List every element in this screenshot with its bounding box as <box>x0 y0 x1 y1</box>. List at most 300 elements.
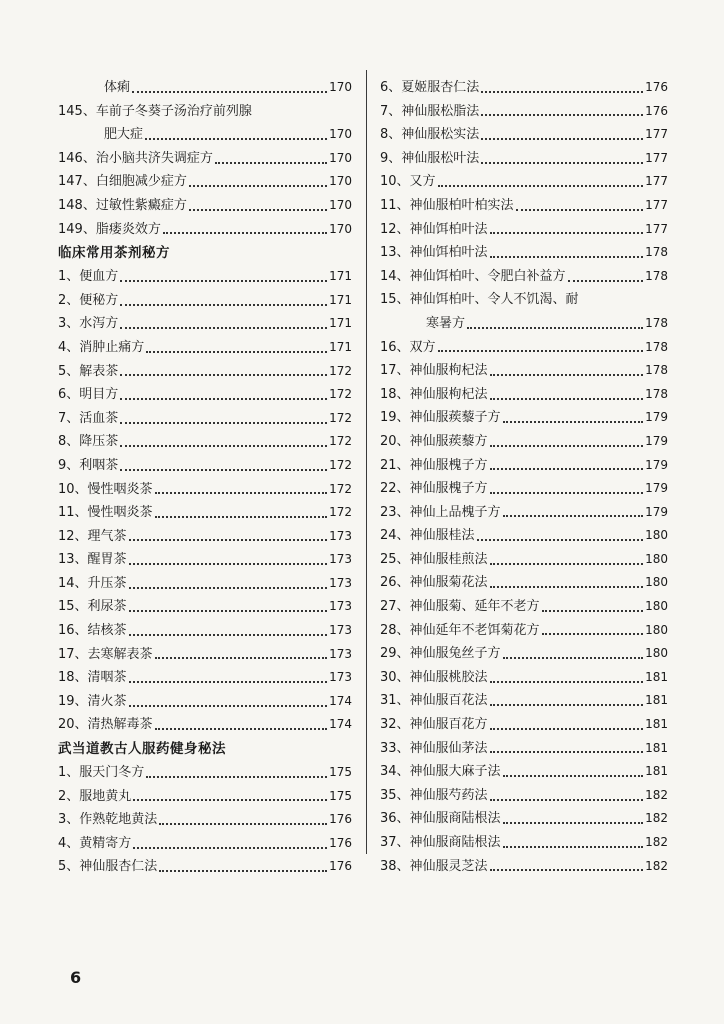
entry-number: 3、 <box>58 316 80 332</box>
dot-leader <box>481 162 643 164</box>
entry-page: 172 <box>329 410 352 425</box>
entry-title: 过敏性紫癜症方 <box>95 197 187 213</box>
entry-title: 清咽茶 <box>87 670 127 686</box>
toc-left-column <box>58 76 352 879</box>
entry-title: 体痢 <box>104 80 131 95</box>
entry-number: 3、 <box>58 812 80 828</box>
entry-title: 神仙服灵芝法 <box>409 858 488 874</box>
entry-title: 神仙饵柏叶、令肥白补益方 <box>409 268 566 284</box>
entry-title: 神仙服桂煎法 <box>409 551 488 567</box>
toc-entry <box>58 666 352 690</box>
entry-number: 147、 <box>58 174 96 190</box>
entry-page: 181 <box>645 764 668 779</box>
toc-entry <box>380 548 668 572</box>
dot-leader <box>467 327 643 329</box>
entry-page: 171 <box>329 269 352 284</box>
dot-leader <box>481 138 643 140</box>
entry-page: 181 <box>645 669 668 684</box>
entry-title: 神仙服大麻子法 <box>409 764 501 780</box>
entry-page: 177 <box>645 197 668 212</box>
dot-leader <box>129 539 328 541</box>
toc-entry <box>58 690 352 714</box>
entry-title: 神仙服松实法 <box>401 127 480 143</box>
dot-leader <box>129 563 328 565</box>
entry-page: 178 <box>645 386 668 401</box>
dot-leader <box>438 350 644 352</box>
dot-leader <box>159 823 327 825</box>
toc-entry <box>380 312 668 336</box>
toc-entry <box>380 784 668 808</box>
entry-number: 10、 <box>380 174 410 190</box>
toc-entry <box>380 336 668 360</box>
entry-number: 23、 <box>380 504 410 520</box>
dot-leader <box>490 445 644 447</box>
entry-page: 173 <box>329 528 352 543</box>
entry-number: 29、 <box>380 646 410 662</box>
entry-title: 神仙延年不老饵菊花方 <box>409 622 540 638</box>
entry-number: 15、 <box>58 599 88 615</box>
dot-leader <box>120 445 327 447</box>
entry-title: 寒暑方 <box>426 315 466 331</box>
entry-number: 33、 <box>380 740 410 756</box>
toc-entry <box>380 406 668 430</box>
entry-title: 黄精寄方 <box>79 835 132 851</box>
toc-entry <box>380 760 668 784</box>
toc-entry <box>58 312 352 336</box>
dot-leader <box>146 776 327 778</box>
entry-number: 10、 <box>58 481 88 497</box>
section-heading: 临床常用茶剂秘方 <box>58 245 170 262</box>
entry-page: 172 <box>329 434 352 449</box>
entry-number: 30、 <box>380 669 410 685</box>
entry-page: 170 <box>329 197 352 212</box>
entry-number: 24、 <box>380 528 410 544</box>
entry-number: 36、 <box>380 811 410 827</box>
entry-page: 180 <box>645 599 668 614</box>
toc-entry <box>380 430 668 454</box>
dot-leader <box>542 610 644 612</box>
entry-number: 5、 <box>58 363 80 379</box>
toc-entry <box>380 713 668 737</box>
entry-page: 176 <box>645 80 668 94</box>
dot-leader <box>503 421 644 423</box>
entry-number: 26、 <box>380 575 410 591</box>
entry-page: 171 <box>329 339 352 354</box>
entry-title: 利尿茶 <box>87 599 127 615</box>
dot-leader <box>163 232 327 234</box>
entry-title: 清火茶 <box>87 693 127 709</box>
toc-entry <box>380 170 668 194</box>
entry-page: 175 <box>329 788 352 803</box>
entry-page: 180 <box>645 622 668 637</box>
dot-leader <box>490 563 644 565</box>
dot-leader <box>490 232 644 234</box>
entry-page: 181 <box>645 740 668 755</box>
entry-number: 2、 <box>58 788 80 804</box>
entry-number: 14、 <box>58 575 88 591</box>
entry-page: 173 <box>329 552 352 567</box>
entry-page: 178 <box>645 363 668 378</box>
entry-number: 31、 <box>380 693 410 709</box>
entry-title: 神仙服槐子方 <box>409 481 488 497</box>
toc-entry <box>380 524 668 548</box>
dot-leader <box>490 468 644 470</box>
entry-number: 35、 <box>380 787 410 803</box>
entry-title: 升压茶 <box>87 575 127 591</box>
entry-number: 16、 <box>380 339 410 355</box>
toc-entry <box>380 689 668 713</box>
entry-page: 178 <box>645 315 668 330</box>
entry-page: 182 <box>645 811 668 826</box>
entry-page: 176 <box>329 859 352 874</box>
entry-number: 27、 <box>380 599 410 615</box>
toc-entry <box>58 100 352 124</box>
toc-entry <box>380 100 668 124</box>
entry-number: 145、 <box>58 103 96 119</box>
entry-title: 脂瘘炎效方 <box>95 221 161 237</box>
entry-number: 13、 <box>380 245 410 261</box>
dot-leader <box>477 539 644 541</box>
entry-page: 170 <box>329 174 352 189</box>
entry-page: 171 <box>329 316 352 331</box>
dot-leader <box>129 705 328 707</box>
entry-number: 8、 <box>380 127 402 143</box>
toc-entry <box>380 737 668 761</box>
dot-leader <box>133 799 327 801</box>
dot-leader <box>120 374 327 376</box>
toc-entry <box>58 478 352 502</box>
dot-leader <box>120 280 327 282</box>
entry-number: 5、 <box>58 859 80 875</box>
dot-leader <box>490 869 644 871</box>
dot-leader <box>129 681 328 683</box>
entry-number: 21、 <box>380 457 410 473</box>
entry-number: 146、 <box>58 150 96 166</box>
entry-title: 神仙服蒺藜子方 <box>409 410 501 426</box>
entry-title: 水泻方 <box>79 316 119 332</box>
entry-title: 服天门冬方 <box>79 765 145 781</box>
dot-leader <box>503 775 644 777</box>
entry-title: 神仙服蒺藜方 <box>409 433 488 449</box>
dot-leader <box>490 728 644 730</box>
entry-title: 明目方 <box>79 387 119 403</box>
entry-page: 173 <box>329 623 352 638</box>
dot-leader <box>132 91 327 93</box>
dot-leader <box>133 847 327 849</box>
entry-title: 车前子冬葵子汤治疗前列腺 <box>95 103 252 119</box>
entry-number: 28、 <box>380 622 410 638</box>
entry-page: 177 <box>645 174 668 189</box>
entry-number: 14、 <box>380 268 410 284</box>
entry-page: 179 <box>645 481 668 496</box>
entry-number: 20、 <box>58 717 88 733</box>
entry-title: 便秘方 <box>79 292 119 308</box>
entry-number: 16、 <box>58 623 88 639</box>
toc-entry <box>58 289 352 313</box>
dot-leader <box>120 327 327 329</box>
toc-entry <box>380 76 668 100</box>
entry-title: 神仙服杏仁法 <box>79 859 158 875</box>
toc-entry <box>58 123 352 147</box>
entry-page: 182 <box>645 787 668 802</box>
entry-number: 22、 <box>380 481 410 497</box>
entry-page: 170 <box>329 127 352 142</box>
entry-title: 神仙服百花方 <box>409 717 488 733</box>
entry-number: 6、 <box>380 80 402 95</box>
dot-leader <box>120 304 327 306</box>
toc-entry <box>380 477 668 501</box>
entry-number: 1、 <box>58 269 80 285</box>
toc-entry <box>58 407 352 431</box>
entry-number: 7、 <box>58 410 80 426</box>
entry-title: 活血茶 <box>79 410 119 426</box>
entry-title: 服地黄丸 <box>79 788 132 804</box>
entry-title: 神仙饵柏叶、令人不饥渴、耐 <box>409 292 579 308</box>
toc-entry <box>58 643 352 667</box>
entry-title: 肥大症 <box>104 127 144 143</box>
entry-number: 15、 <box>380 292 410 308</box>
entry-number: 32、 <box>380 717 410 733</box>
entry-title: 神仙服商陆根法 <box>409 835 501 850</box>
toc-entry <box>380 571 668 595</box>
dot-leader <box>503 657 644 659</box>
entry-number: 11、 <box>58 505 88 521</box>
toc-entry <box>380 265 668 289</box>
entry-page: 181 <box>645 717 668 732</box>
entry-title: 清热解毒茶 <box>87 717 153 733</box>
entry-number: 149、 <box>58 221 96 237</box>
entry-number: 4、 <box>58 835 80 851</box>
dot-leader <box>120 469 327 471</box>
entry-page: 180 <box>645 575 668 590</box>
entry-number: 4、 <box>58 339 80 355</box>
entry-number: 11、 <box>380 197 410 213</box>
entry-number: 25、 <box>380 551 410 567</box>
toc-entry <box>380 501 668 525</box>
dot-leader <box>490 374 644 376</box>
dot-leader <box>155 516 328 518</box>
entry-title: 神仙服仙茅法 <box>409 740 488 756</box>
entry-title: 神仙服菊花法 <box>409 575 488 591</box>
dot-leader <box>490 799 644 801</box>
entry-title: 神仙服槐子方 <box>409 457 488 473</box>
entry-number: 9、 <box>380 150 402 166</box>
dot-leader <box>120 422 327 424</box>
entry-number: 19、 <box>58 693 88 709</box>
toc-entry <box>58 360 352 384</box>
entry-number: 18、 <box>58 670 88 686</box>
entry-title: 神仙服桂法 <box>409 528 475 544</box>
toc-entry <box>58 430 352 454</box>
toc-entry <box>58 619 352 643</box>
dot-leader <box>490 492 644 494</box>
entry-page: 178 <box>645 268 668 283</box>
entry-page: 182 <box>645 858 668 873</box>
toc-right-column <box>380 76 668 878</box>
entry-page: 173 <box>329 670 352 685</box>
dot-leader <box>490 751 644 753</box>
toc-entry <box>380 642 668 666</box>
toc-entry <box>380 831 668 855</box>
toc-entry <box>58 76 352 100</box>
entry-title: 神仙上品槐子方 <box>409 504 501 520</box>
dot-leader <box>503 822 644 824</box>
entry-title: 神仙服兔丝子方 <box>409 646 501 662</box>
entry-number: 38、 <box>380 858 410 874</box>
entry-title: 神仙服商陆根法 <box>409 811 501 827</box>
dot-leader <box>516 209 644 211</box>
section-heading: 武当道教古人服药健身秘法 <box>58 741 226 758</box>
dot-leader <box>145 138 327 140</box>
toc-entry <box>380 855 668 879</box>
entry-title: 利咽茶 <box>79 457 119 473</box>
entry-page: 179 <box>645 457 668 472</box>
dot-leader <box>159 870 327 872</box>
entry-title: 又方 <box>409 174 436 190</box>
dot-leader <box>155 728 328 730</box>
toc-entry <box>380 218 668 242</box>
entry-page: 174 <box>329 717 352 732</box>
entry-title: 理气茶 <box>87 528 127 544</box>
entry-title: 夏姬服杏仁法 <box>401 80 480 95</box>
toc-entry <box>380 288 668 312</box>
entry-number: 2、 <box>58 292 80 308</box>
entry-number: 13、 <box>58 552 88 568</box>
entry-page: 178 <box>645 245 668 260</box>
toc-entry <box>58 454 352 478</box>
entry-page: 172 <box>329 481 352 496</box>
entry-page: 177 <box>645 221 668 236</box>
entry-page: 179 <box>645 433 668 448</box>
entry-page: 173 <box>329 575 352 590</box>
entry-page: 170 <box>329 80 352 94</box>
toc-entry <box>380 359 668 383</box>
dot-leader <box>490 398 644 400</box>
toc-entry <box>380 619 668 643</box>
toc-entry <box>58 265 352 289</box>
entry-number: 17、 <box>58 646 88 662</box>
entry-number: 37、 <box>380 835 410 850</box>
dot-leader <box>481 114 643 116</box>
dot-leader <box>129 634 328 636</box>
entry-number: 17、 <box>380 363 410 379</box>
toc-entry <box>380 241 668 265</box>
entry-title: 神仙服柏叶柏实法 <box>409 197 514 213</box>
entry-page: 172 <box>329 505 352 520</box>
entry-number: 148、 <box>58 197 96 213</box>
dot-leader <box>490 586 644 588</box>
entry-page: 173 <box>329 646 352 661</box>
entry-page: 179 <box>645 410 668 425</box>
toc-entry <box>58 855 352 879</box>
toc-entry <box>58 595 352 619</box>
toc-entry <box>380 595 668 619</box>
entry-title: 神仙服枸杞法 <box>409 363 488 379</box>
toc-entry <box>58 713 352 737</box>
dot-leader <box>490 681 644 683</box>
entry-page: 173 <box>329 599 352 614</box>
entry-number: 18、 <box>380 386 410 402</box>
entry-title: 神仙服百花法 <box>409 693 488 709</box>
dot-leader <box>155 492 328 494</box>
entry-page: 176 <box>329 812 352 827</box>
entry-title: 消肿止痛方 <box>79 339 145 355</box>
entry-page: 176 <box>329 835 352 850</box>
entry-page: 175 <box>329 765 352 780</box>
toc-entry <box>380 123 668 147</box>
entry-number: 8、 <box>58 434 80 450</box>
entry-page: 172 <box>329 457 352 472</box>
entry-title: 慢性咽炎茶 <box>87 505 153 521</box>
dot-leader <box>189 209 327 211</box>
entry-number: 20、 <box>380 433 410 449</box>
entry-title: 神仙饵柏叶法 <box>409 221 488 237</box>
entry-page: 177 <box>645 127 668 142</box>
entry-number: 1、 <box>58 765 80 781</box>
entry-title: 慢性咽炎茶 <box>87 481 153 497</box>
toc-entry <box>380 807 668 831</box>
entry-number: 7、 <box>380 103 402 119</box>
toc-entry <box>58 832 352 856</box>
toc-entry <box>380 666 668 690</box>
dot-leader <box>503 515 644 517</box>
entry-page: 179 <box>645 504 668 519</box>
toc-entry <box>58 170 352 194</box>
entry-title: 解表茶 <box>79 363 119 379</box>
toc-entry <box>58 761 352 785</box>
entry-page: 170 <box>329 150 352 165</box>
entry-title: 降压茶 <box>79 434 119 450</box>
entry-title: 醒胃茶 <box>87 552 127 568</box>
toc-entry <box>380 454 668 478</box>
entry-title: 白细胞减少症方 <box>95 174 187 190</box>
entry-title: 双方 <box>409 339 436 355</box>
dot-leader <box>155 657 328 659</box>
entry-page: 171 <box>329 292 352 307</box>
toc-entry <box>58 218 352 242</box>
entry-page: 181 <box>645 693 668 708</box>
dot-leader <box>120 398 327 400</box>
entry-title: 便血方 <box>79 269 119 285</box>
entry-number: 6、 <box>58 387 80 403</box>
page-number: 6 <box>70 968 82 987</box>
dot-leader <box>146 351 327 353</box>
toc-entry <box>58 808 352 832</box>
toc-entry <box>58 383 352 407</box>
entry-page: 176 <box>645 103 668 118</box>
toc-entry <box>58 572 352 596</box>
entry-title: 神仙服松叶法 <box>401 150 480 166</box>
entry-page: 174 <box>329 693 352 708</box>
toc-entry <box>380 194 668 218</box>
column-divider <box>366 70 367 854</box>
entry-number: 19、 <box>380 410 410 426</box>
entry-page: 178 <box>645 339 668 354</box>
entry-page: 170 <box>329 221 352 236</box>
entry-number: 9、 <box>58 457 80 473</box>
entry-title: 神仙服桃胶法 <box>409 669 488 685</box>
entry-title: 神仙服枸杞法 <box>409 386 488 402</box>
entry-title: 神仙饵柏叶法 <box>409 245 488 261</box>
entry-page: 180 <box>645 646 668 661</box>
dot-leader <box>215 162 327 164</box>
toc-entry <box>380 383 668 407</box>
toc-entry <box>58 336 352 360</box>
toc-entry <box>58 548 352 572</box>
dot-leader <box>503 846 644 848</box>
entry-page: 180 <box>645 551 668 566</box>
toc-entry <box>58 194 352 218</box>
